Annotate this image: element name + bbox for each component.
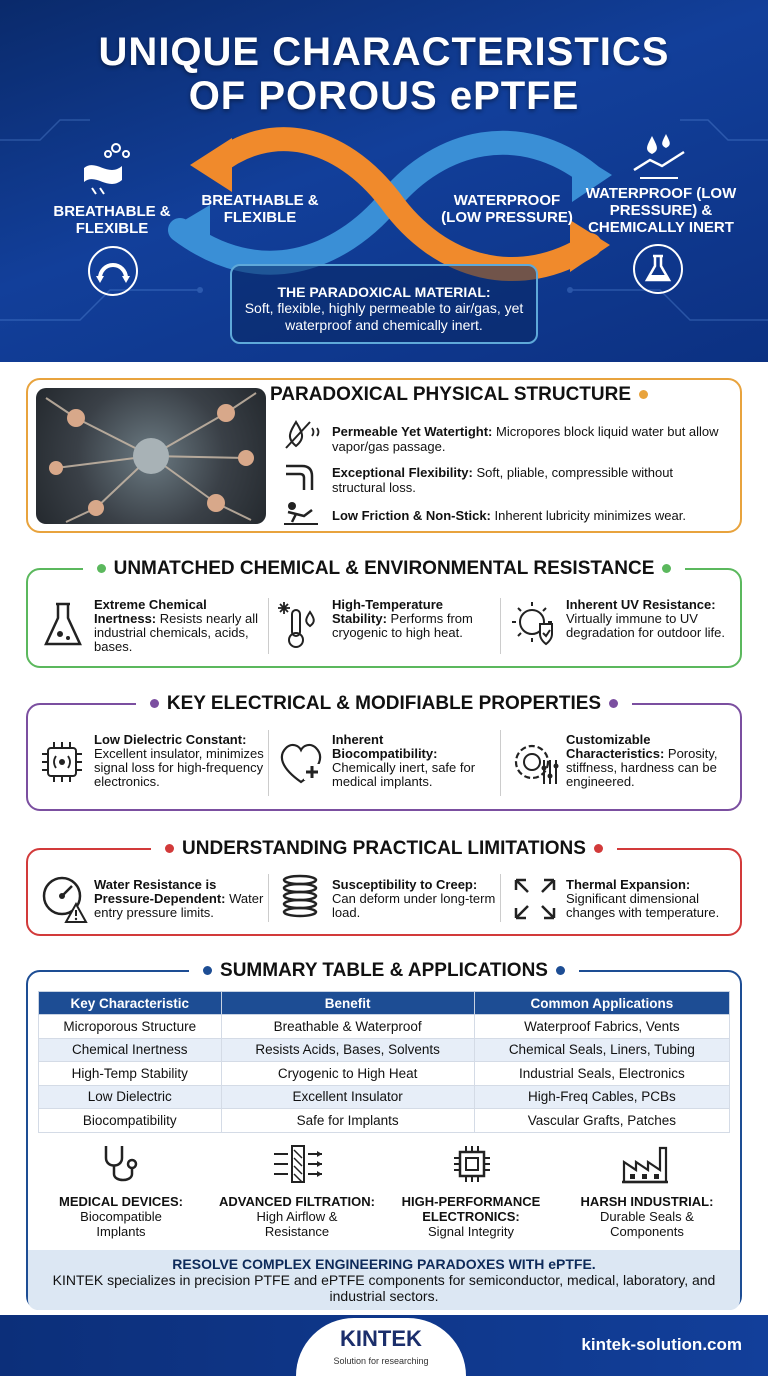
item-text: Virtually immune to UV degradation for outdoor life. (566, 611, 725, 640)
brand-tagline: Solution for researching (333, 1356, 429, 1366)
item-text: Soft, pliable, compressible without structural loss. (332, 465, 674, 495)
table-cell: Chemical Inertness (39, 1038, 222, 1062)
column-header: Benefit (221, 992, 474, 1015)
application-filtration (212, 1194, 382, 1239)
gear-sliders-icon (510, 738, 560, 788)
item-text: Significant dimensional changes with temperature. (566, 891, 720, 920)
limitations-item-2 (332, 878, 498, 920)
item-label: Thermal Expansion: (566, 877, 691, 892)
column-divider (268, 598, 269, 654)
item-text: Chemically inert, safe for medical implants. (332, 760, 476, 789)
expand-arrows-icon (512, 876, 558, 922)
item-text: Excellent insulator, minimizes signal loss for high-frequency electronics. (94, 746, 264, 789)
flask-icon (633, 244, 683, 294)
application-title: ADVANCED FILTRATION: (219, 1194, 375, 1209)
item-label: Inherent UV Resistance: (566, 597, 716, 612)
thermometer-icon (274, 598, 322, 650)
left-side-label: BREATHABLE & FLEXIBLE (53, 203, 171, 237)
chemical-item-2 (332, 598, 492, 640)
item-text: Water entry pressure limits. (94, 891, 264, 920)
breathable-fabric-icon (78, 140, 140, 198)
application-electronics (386, 1194, 556, 1239)
heading-dot (609, 699, 618, 708)
application-title: HIGH-PERFORMANCE ELECTRONICS: (401, 1194, 541, 1224)
title-line-2: OF POROUS ePTFE (188, 74, 580, 118)
table-cell: Vascular Grafts, Patches (474, 1109, 729, 1133)
paradox-callout (230, 264, 538, 344)
limitations-item-3 (566, 878, 736, 920)
beaker-icon (40, 600, 86, 650)
item-label: Exceptional Flexibility: (332, 465, 473, 480)
table-row (39, 1038, 730, 1062)
inner-right-label: WATERPROOF (LOW PRESSURE) (441, 192, 573, 226)
heart-cross-icon (276, 740, 326, 786)
table-header-row (39, 992, 730, 1015)
flexible-arc-icon (88, 246, 138, 296)
heading-dot (203, 966, 212, 975)
call-to-action (28, 1250, 740, 1310)
microchip-icon (450, 1142, 494, 1186)
limitations-title: UNDERSTANDING PRACTICAL LIMITATIONS (182, 838, 586, 859)
application-title: MEDICAL DEVICES: (59, 1194, 183, 1209)
application-text: Biocompatible Implants (80, 1209, 162, 1239)
item-text: Micropores block liquid water but allow vapor/gas passage. (332, 424, 719, 454)
heading-dot (556, 966, 565, 975)
table-cell: Excellent Insulator (221, 1085, 474, 1109)
filter-airflow-icon (272, 1142, 324, 1186)
water-drops-icon (630, 130, 688, 182)
chemical-item-1 (94, 598, 262, 654)
chip-signal-icon (36, 738, 88, 788)
heading-dot (150, 699, 159, 708)
structure-item-2 (332, 465, 722, 495)
table-cell: Industrial Seals, Electronics (474, 1062, 729, 1086)
column-divider (500, 598, 501, 654)
item-label: Extreme Chemical Inertness: (94, 597, 207, 626)
spring-icon (278, 872, 324, 922)
column-divider (500, 730, 501, 796)
inner-left-label: BREATHABLE & FLEXIBLE (201, 192, 319, 226)
table-cell: Cryogenic to High Heat (221, 1062, 474, 1086)
right-side-label: WATERPROOF (LOW PRESSURE) & CHEMICALLY INERT (585, 185, 737, 236)
item-label: Susceptibility to Creep: (332, 877, 478, 892)
table-row (39, 1085, 730, 1109)
structure-item-1 (332, 424, 722, 454)
item-label: Permeable Yet Watertight: (332, 424, 493, 439)
item-label: High-Temperature Stability: (332, 597, 443, 626)
chemical-item-3 (566, 598, 734, 640)
table-cell: High-Freq Cables, PCBs (474, 1085, 729, 1109)
pressure-gauge-warning-icon (38, 872, 90, 924)
heading-dot (165, 844, 174, 853)
application-text: Durable Seals & Components (600, 1209, 694, 1239)
item-label: Low Dielectric Constant: (94, 732, 247, 747)
title-line-1: UNIQUE CHARACTERISTICS (98, 30, 670, 74)
table-row (39, 1015, 730, 1039)
item-label: Water Resistance is Pressure-Dependent: (94, 877, 226, 906)
website-link[interactable]: kintek-solution.com (581, 1335, 742, 1354)
item-label: Inherent Biocompatibility: (332, 732, 438, 761)
limitations-heading (0, 838, 768, 860)
column-divider (268, 730, 269, 796)
electrical-heading (0, 693, 768, 715)
table-cell: Microporous Structure (39, 1015, 222, 1039)
table-cell: Low Dielectric (39, 1085, 222, 1109)
electrical-item-2 (332, 733, 492, 789)
column-header: Common Applications (474, 992, 729, 1015)
table-cell: High-Temp Stability (39, 1062, 222, 1086)
limitations-item-1 (94, 878, 266, 920)
no-water-icon (282, 418, 322, 454)
arrow-head-left-orange (190, 138, 232, 192)
stethoscope-icon (98, 1142, 144, 1186)
application-medical (36, 1194, 206, 1239)
item-text: Inherent lubricity minimizes wear. (490, 508, 686, 523)
heading-dot (97, 564, 106, 573)
summary-heading (0, 960, 768, 982)
structure-item-3 (332, 508, 722, 523)
item-text: Can deform under long-term load. (332, 891, 496, 920)
application-industrial (562, 1194, 732, 1239)
table-row (39, 1062, 730, 1086)
cta-title: RESOLVE COMPLEX ENGINEERING PARADOXES WITH ePTFE. (172, 1256, 596, 1272)
item-text: Resists nearly all industrial chemicals, acids, bases. (94, 611, 259, 654)
table-cell: Waterproof Fabrics, Vents (474, 1015, 729, 1039)
slide-friction-icon (282, 500, 320, 528)
electrical-item-1 (94, 733, 264, 789)
bent-pipe-icon (284, 460, 320, 492)
sun-shield-icon (510, 598, 560, 648)
microscope-image (36, 388, 266, 524)
application-title: HARSH INDUSTRIAL: (580, 1194, 714, 1209)
summary-table (38, 991, 730, 1133)
heading-dot (662, 564, 671, 573)
structure-heading (270, 384, 690, 406)
chemical-title: UNMATCHED CHEMICAL & ENVIRONMENTAL RESISTANCE (113, 558, 655, 579)
item-text: Performs from cryogenic to high heat. (332, 611, 473, 640)
cta-text: KINTEK specializes in precision PTFE and ePTFE components for semiconductor, medical, laboratory, and industrial sectors. (52, 1272, 716, 1304)
column-divider (268, 874, 269, 922)
item-label: Low Friction & Non-Stick: (332, 508, 491, 523)
paradox-title: THE PARADOXICAL MATERIAL: (277, 284, 491, 300)
table-row (39, 1109, 730, 1133)
paradox-text: Soft, flexible, highly permeable to air/gas, yet waterproof and chemically inert. (244, 300, 524, 333)
chemical-heading (0, 558, 768, 580)
application-text: Signal Integrity (428, 1224, 514, 1239)
structure-title: PARADOXICAL PHYSICAL STRUCTURE (270, 384, 632, 405)
table-cell: Breathable & Waterproof (221, 1015, 474, 1039)
table-cell: Chemical Seals, Liners, Tubing (474, 1038, 729, 1062)
item-text: Porosity, stiffness, hardness can be engineered. (566, 746, 718, 789)
table-cell: Biocompatibility (39, 1109, 222, 1133)
table-cell: Resists Acids, Bases, Solvents (221, 1038, 474, 1062)
summary-title: SUMMARY TABLE & APPLICATIONS (220, 960, 548, 981)
application-text: High Airflow & Resistance (256, 1209, 338, 1239)
table-cell: Safe for Implants (221, 1109, 474, 1133)
heading-dot (639, 390, 648, 399)
factory-icon (620, 1142, 670, 1186)
brand-logo[interactable]: KINTEK (340, 1326, 422, 1351)
hero-banner (0, 0, 768, 362)
electrical-item-3 (566, 733, 726, 789)
column-divider (500, 874, 501, 922)
column-header: Key Characteristic (39, 992, 222, 1015)
item-label: Customizable Characteristics: (566, 732, 665, 761)
heading-dot (594, 844, 603, 853)
electrical-title: KEY ELECTRICAL & MODIFIABLE PROPERTIES (166, 693, 602, 714)
